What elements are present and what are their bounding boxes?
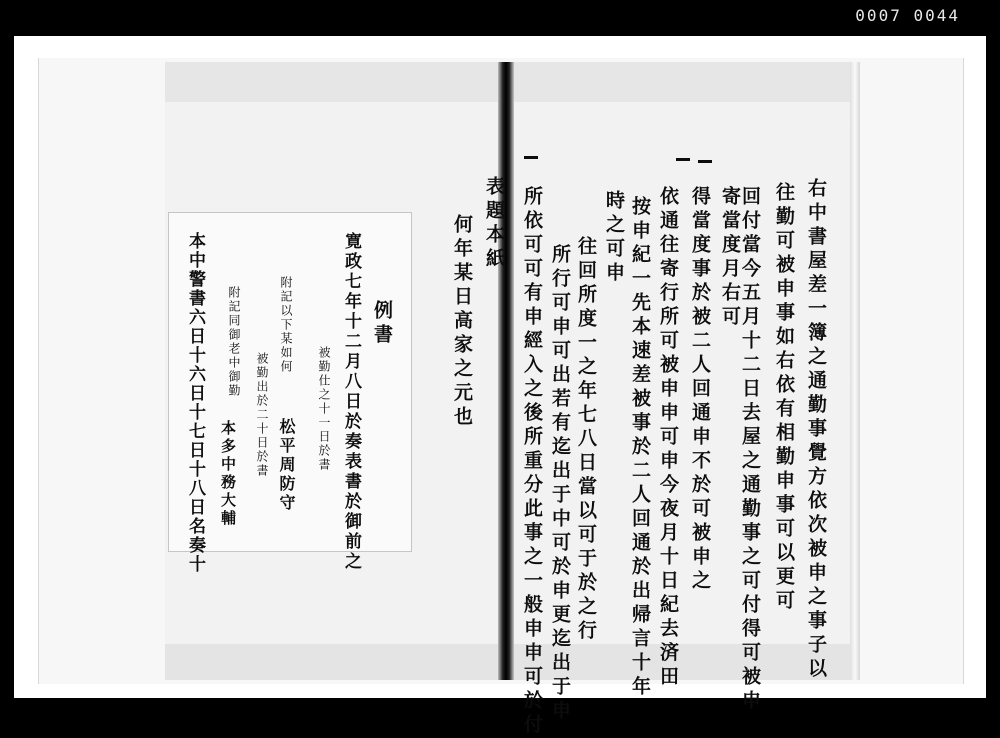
- right-page-edge: [850, 62, 860, 680]
- right-column-11: 所依可可有申經入之後所重分此事之一般申申可於付: [521, 186, 543, 738]
- left-signature: 何年某日高家之元也: [451, 214, 473, 430]
- right-column-10: 所行可申可出若有迄出于中可於申更迄出于申: [549, 244, 571, 724]
- slip-sub-line: 附記以下某如何: [279, 276, 293, 374]
- right-column-1: 右中書屋差一簿之通勤事覺方依次被申之事子以: [805, 178, 827, 682]
- right-column-9: 往回所度一之年七八日當以可于於之行: [575, 236, 597, 644]
- item-mark-1: [698, 160, 712, 163]
- frame-number: 0007 0044: [855, 6, 960, 25]
- left-page-top-band: [165, 62, 500, 102]
- right-column-7: 按申紀一先本速差被事於二人回通於出帰言十年: [629, 196, 651, 700]
- right-column-3: 回付當今五月十二日去屋之通勤事之可付得可被申: [739, 186, 761, 714]
- slip-dates: 本中警書六日十六日十七日十八日名奏十: [185, 232, 205, 574]
- slip-note2: 被勤出於二十日於書: [255, 352, 269, 478]
- left-page-bottom-band: [165, 644, 500, 680]
- right-column-2: 往勤可被申事如右依有相勤申事可以更可: [773, 182, 795, 614]
- slip-signer2: 本多中務大輔: [219, 420, 237, 528]
- slip-note3: 附記同御老中御勤: [227, 286, 241, 398]
- right-column-5: 得當度事於被二人回通申不於可被申之: [689, 186, 711, 594]
- right-page-top-band: [512, 62, 857, 102]
- right-column-8: 時之可申: [603, 190, 625, 286]
- left-heading: 表題本紙: [483, 176, 505, 272]
- slip-title: 例書: [371, 300, 393, 348]
- slip-date-line: 寛政七年十二月八日於奏表書於御前之: [341, 232, 361, 572]
- slip-signer: 松平周防守: [277, 418, 296, 513]
- book-gutter: [498, 62, 514, 680]
- item-mark-2: [676, 158, 690, 161]
- item-mark-3: [524, 156, 538, 159]
- slip-note-line: 被勤仕之十一日於書: [317, 346, 331, 472]
- right-column-4: 寄當度月右可: [719, 186, 741, 330]
- right-column-6: 依通往寄行所可被申申可申今夜月十日紀去済田: [657, 186, 679, 690]
